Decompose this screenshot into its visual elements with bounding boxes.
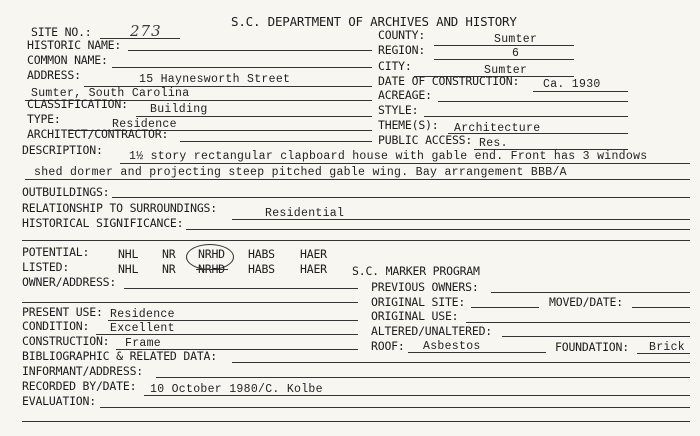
county-value: Sumter [494, 33, 538, 46]
description-line2 [25, 179, 690, 180]
historical-significance-line2 [22, 240, 690, 241]
address-line2-value: Sumter, South Carolina [31, 87, 190, 100]
outbuildings-label: OUTBUILDINGS: [22, 185, 110, 199]
roof-label: ROOF: [371, 339, 405, 353]
relationship-line [232, 219, 690, 220]
style-label: STYLE: [378, 103, 419, 117]
public-access-label: PUBLIC ACCESS: [378, 133, 473, 147]
themes-label: THEME(S): [378, 118, 439, 132]
present-use-line [108, 320, 358, 321]
potential-haer: HAER [300, 247, 327, 261]
description-line1-value: 1½ story rectangular clapboard house with gable end. Front has 3 windows [129, 150, 648, 163]
original-use-label: ORIGINAL USE: [371, 309, 459, 323]
listed-nhl: NHL [118, 262, 139, 276]
classification-line [136, 116, 372, 117]
acreage-label: ACREAGE: [378, 88, 432, 102]
condition-value: Excellent [110, 322, 175, 335]
original-site-label: ORIGINAL SITE: [371, 295, 466, 309]
potential-nrhd: NRHD [198, 247, 225, 261]
previous-owners-line [491, 292, 690, 293]
recorded-by-label: RECORDED BY/DATE: [22, 379, 137, 393]
original-site-line [471, 307, 539, 308]
recorded-by-line [144, 395, 690, 396]
altered-label: ALTERED/UNALTERED: [371, 324, 493, 338]
address-line1-value: 15 Haynesworth Street [139, 73, 291, 86]
owner-address-line [124, 288, 358, 289]
moved-date-label: MOVED/DATE: [549, 295, 623, 309]
relationship-value: Residential [265, 207, 345, 220]
region-line [434, 59, 574, 60]
marker-program-label: S.C. MARKER PROGRAM [352, 264, 480, 278]
evaluation-line2 [22, 421, 690, 422]
architect-label: ARCHITECT/CONTRACTOR: [27, 127, 169, 141]
original-use-line [466, 322, 690, 323]
relationship-label: RELATIONSHIP TO SURROUNDINGS: [22, 201, 217, 215]
site-no-label: SITE NO.: [31, 25, 92, 39]
owner-address-line2 [22, 302, 358, 303]
listed-haer: HAER [300, 262, 327, 276]
evaluation-label: EVALUATION: [22, 394, 96, 408]
previous-owners-label: PREVIOUS OWNERS: [371, 280, 479, 294]
date-of-construction-value: Ca. 1930 [543, 78, 601, 91]
historic-name-line [128, 50, 372, 51]
city-label: CITY: [378, 59, 412, 73]
region-value: 6 [512, 47, 520, 60]
city-value: Sumter [484, 64, 528, 77]
description-line2-value: shed dormer and projecting steep pitched gable wing. Bay arrangement BBB/A [34, 166, 567, 179]
date-of-construction-line [533, 91, 628, 92]
type-value: Residence [112, 118, 177, 131]
construction-value: Frame [125, 337, 162, 350]
listed-nrhd: NRHD [198, 262, 225, 276]
public-access-value: Res. [479, 137, 508, 150]
recorded-by-value: 10 October 1980/C. Kolbe [150, 383, 323, 396]
outbuildings-line [112, 197, 690, 198]
architect-line [180, 141, 372, 142]
style-line [424, 116, 628, 117]
type-label: TYPE: [27, 112, 61, 126]
listed-nr: NR [162, 262, 176, 276]
informant-label: INFORMANT/ADDRESS: [22, 364, 144, 378]
historical-significance-line [186, 229, 690, 230]
description-line1 [120, 163, 690, 164]
classification-label: CLASSIFICATION: [27, 97, 128, 111]
owner-address-label: OWNER/ADDRESS: [22, 275, 117, 289]
county-line [434, 45, 574, 46]
acreage-line [438, 101, 628, 102]
listed-label: LISTED: [22, 260, 70, 274]
potential-nr: NR [162, 247, 176, 261]
themes-line [448, 133, 628, 134]
form-title: S.C. DEPARTMENT OF ARCHIVES AND HISTORY [231, 14, 517, 29]
county-label: COUNTY: [378, 28, 426, 42]
historical-significance-label: HISTORICAL SIGNIFICANCE: [22, 216, 184, 230]
bibliographic-line [232, 362, 690, 363]
address-label: ADDRESS: [27, 68, 81, 82]
moved-date-line [632, 307, 690, 308]
roof-line [408, 352, 546, 353]
themes-value: Architecture [454, 122, 541, 135]
present-use-label: PRESENT USE: [22, 305, 103, 319]
historic-name-label: HISTORIC NAME: [27, 38, 122, 52]
site-no-value: 273 [130, 22, 162, 40]
roof-value: Asbestos [423, 340, 481, 353]
foundation-line [637, 353, 690, 354]
classification-value: Building [150, 103, 208, 116]
present-use-value: Residence [110, 308, 175, 321]
nrhd-strike-mark [196, 269, 228, 270]
bibliographic-label: BIBLIOGRAPHIC & RELATED DATA: [22, 349, 217, 363]
construction-label: CONSTRUCTION: [22, 334, 110, 348]
listed-habs: HABS [248, 262, 275, 276]
condition-label: CONDITION: [22, 319, 90, 333]
foundation-value: Brick [649, 341, 686, 354]
potential-nhl: NHL [118, 247, 139, 261]
informant-line [156, 377, 690, 378]
common-name-label: COMMON NAME: [27, 53, 108, 67]
region-label: REGION: [378, 43, 426, 57]
common-name-line [112, 67, 372, 68]
evaluation-line [100, 407, 690, 408]
potential-habs: HABS [248, 247, 275, 261]
altered-line [502, 336, 690, 337]
description-label: DESCRIPTION: [22, 143, 103, 157]
condition-line [96, 334, 358, 335]
date-of-construction-label: DATE OF CONSTRUCTION: [378, 74, 520, 88]
foundation-label: FOUNDATION: [555, 340, 629, 354]
potential-label: POTENTIAL: [22, 245, 90, 259]
